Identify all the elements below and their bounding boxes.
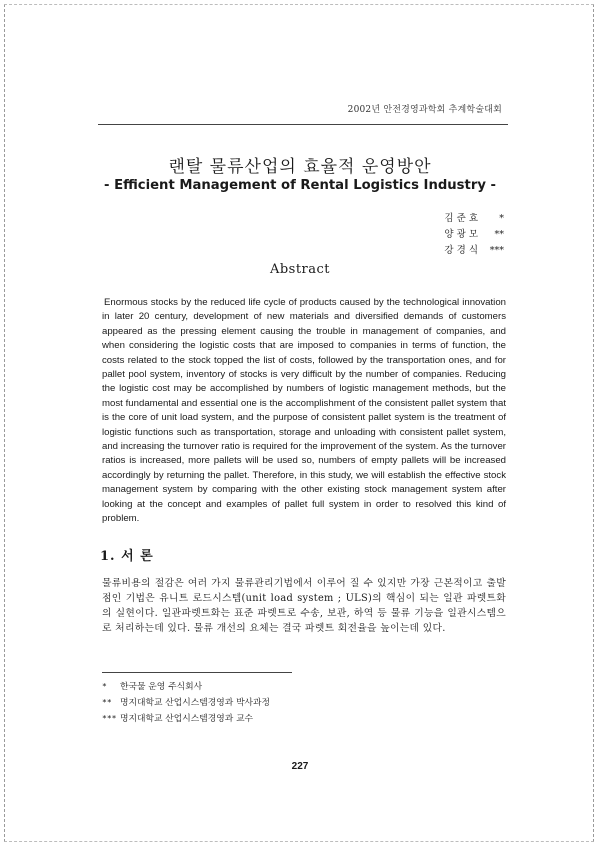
footnote-rule — [102, 672, 292, 673]
author-name: 양 광 모 — [444, 229, 478, 240]
footnote-mark: *** — [102, 714, 117, 723]
footnote-2 — [102, 695, 270, 711]
footnote-text: 명지대학교 산업시스템경영과 교수 — [120, 714, 254, 724]
author-affiliation-mark: *** — [489, 245, 504, 256]
introduction-paragraph: 물류비용의 절감은 여러 가지 물류관리기법에서 이루어 질 수 있지만 가장 근본적이고 출발점인 기법은 유니트 로드시스템(unit load system ; ULS)의 핵심이 되는 일관 파렛트화의 실현이다. 일관파렛트화는 표준 파렛트로 수송, 보관, 하역 등 물류 기능을 일관시스템으로 처리하는데 있다. 물류 개선의 요체는 결국 파렛트 회전율을 높이는데 있다. — [102, 578, 506, 634]
author-3 — [444, 243, 504, 259]
footnote-1 — [102, 679, 270, 695]
author-1 — [444, 211, 504, 227]
paper-title-korean: 랜탈 물류산업의 효율적 운영방안 — [168, 157, 432, 177]
footnote-text: 한국물 운영 주식회사 — [120, 682, 203, 692]
page-number: 227 — [291, 761, 309, 772]
footnote-3 — [102, 711, 270, 727]
abstract-text: Enormous stocks by the reduced life cycle of products caused by the technological innovation in later 20 century, development of new materials and diversified demands of customers appeared as the pressing element causing the trouble in management of companies, and when considering the logistic costs that are imposed to companies in terms of function, the costs related to the stock topped the list of costs, followed by the transportation ones, and for pallet pool system, inventory of stocks is very difficult by the number of companies. Reducing the logistic cost may be accomplished by numbers of logistic management methods, but the most fundamental and essential one is the accomplishment of the consistent pallet system that is the core of unit load system, and the purpose of consistent pallet system is the treatment of logistic functions such as transportation, storage and unloading with consistent pallet system, and increasing the turnover ratio is required for the improvement of the system. As the turnover ratios is increased, more pallets will be used so, numbers of empty pallets will be increased accordingly by returning the pallet. Therefore, in this study, we will establish the effective stock management system by comparing with the other existing stock management system after looking at the concept and examples of pallet full system in order to resolved this kind of problem. — [102, 297, 506, 525]
author-2 — [444, 227, 504, 243]
author-name: 김 준 효 — [444, 213, 478, 224]
author-list — [444, 211, 504, 259]
footnote-mark: ** — [102, 698, 112, 707]
author-affiliation-mark: * — [499, 213, 504, 224]
footnote-mark: * — [102, 682, 107, 691]
running-head: 2002년 안전경영과학회 추계학술대회 — [347, 105, 502, 115]
paper-title-english: - Efficient Management of Rental Logistics Industry - — [104, 178, 496, 193]
footnote-list — [102, 679, 270, 727]
header-rule — [98, 124, 508, 125]
section-heading-introduction: 1. 서 론 — [100, 549, 154, 564]
footnote-text: 명지대학교 산업시스템경영과 박사과정 — [120, 698, 271, 708]
abstract-heading: Abstract — [269, 262, 331, 277]
author-name: 강 경 식 — [444, 245, 478, 256]
author-affiliation-mark: ** — [494, 229, 504, 240]
